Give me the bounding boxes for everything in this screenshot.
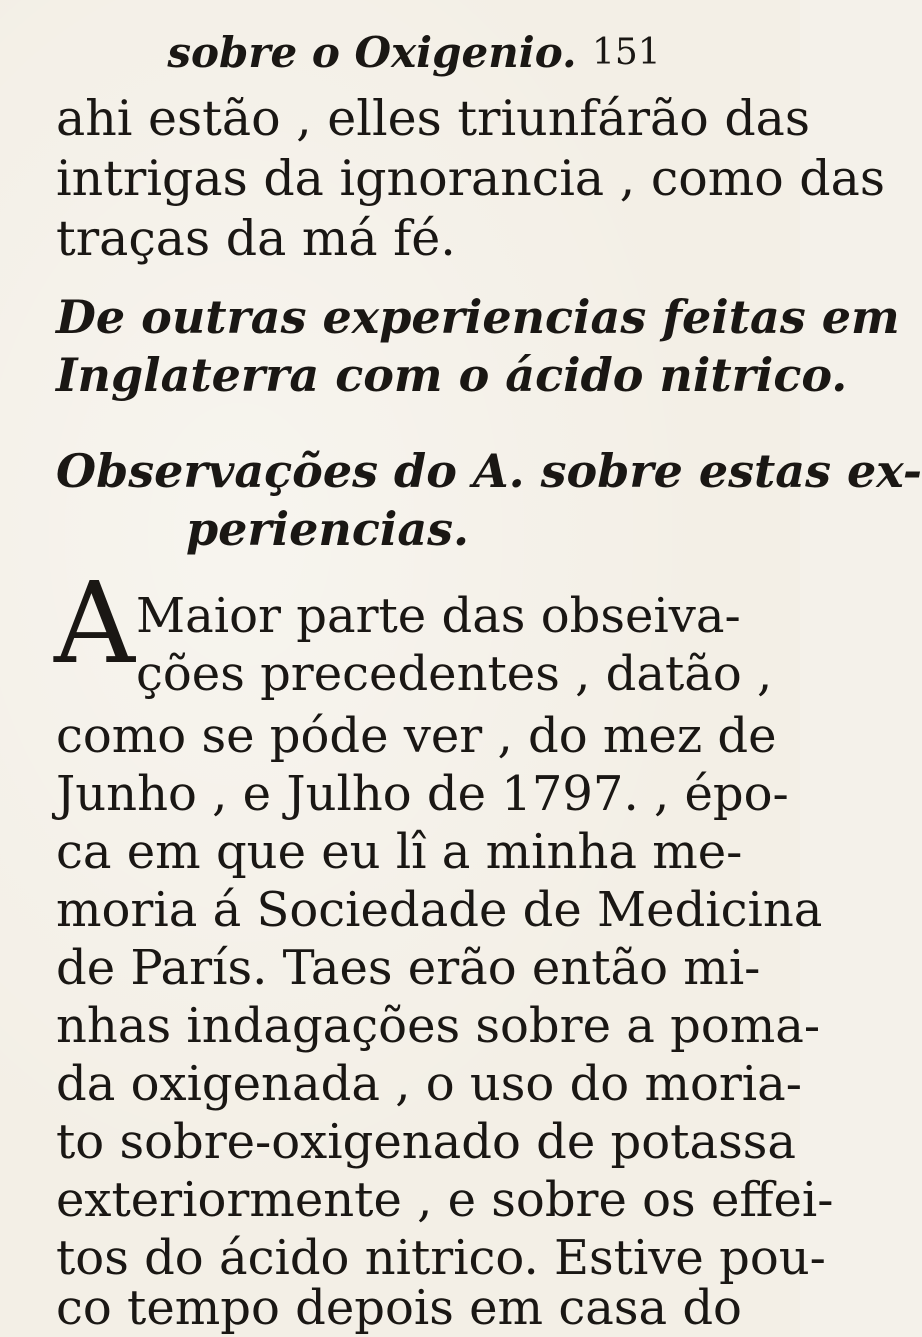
text-line: moria á Sociedade de Medicina [56, 882, 823, 938]
drop-cap: A [54, 559, 135, 689]
text-line: ahi estão , elles triunfárão das [56, 90, 811, 147]
text-line: tos do ácido nitrico. Estive pou- [56, 1230, 826, 1286]
text-line: intrigas da ignorancia , como das [56, 150, 886, 207]
text-line: nhas indagações sobre a poma- [56, 998, 821, 1054]
page-header [0, 28, 800, 88]
page-number: 151 [592, 32, 661, 73]
text-line: Junho , e Julho de 1797. , épo- [56, 766, 789, 822]
text-line: to sobre-oxigenado de potassa [56, 1114, 796, 1170]
text-line: Maior parte das obseiva- [136, 588, 741, 644]
heading-line: periencias. [186, 502, 470, 556]
heading-line: Inglaterra com o ácido nitrico. [56, 348, 848, 402]
heading-line: Observações do A. sobre estas ex- [56, 444, 922, 498]
text-line: co tempo depois em casa do [56, 1280, 742, 1336]
text-line: exteriormente , e sobre os effei- [56, 1172, 834, 1228]
text-line: ções precedentes , datão , [136, 646, 773, 702]
text-line: traças da má fé. [56, 210, 456, 267]
text-line: da oxigenada , o uso do moria- [56, 1056, 802, 1112]
running-title: sobre o Oxigenio. [167, 28, 577, 77]
text-line: ca em que eu lî a minha me- [56, 824, 743, 880]
text-line: como se póde ver , do mez de [56, 708, 777, 764]
text-line: de París. Taes erão então mi- [56, 940, 761, 996]
heading-line: De outras experiencias feitas em [56, 290, 900, 344]
